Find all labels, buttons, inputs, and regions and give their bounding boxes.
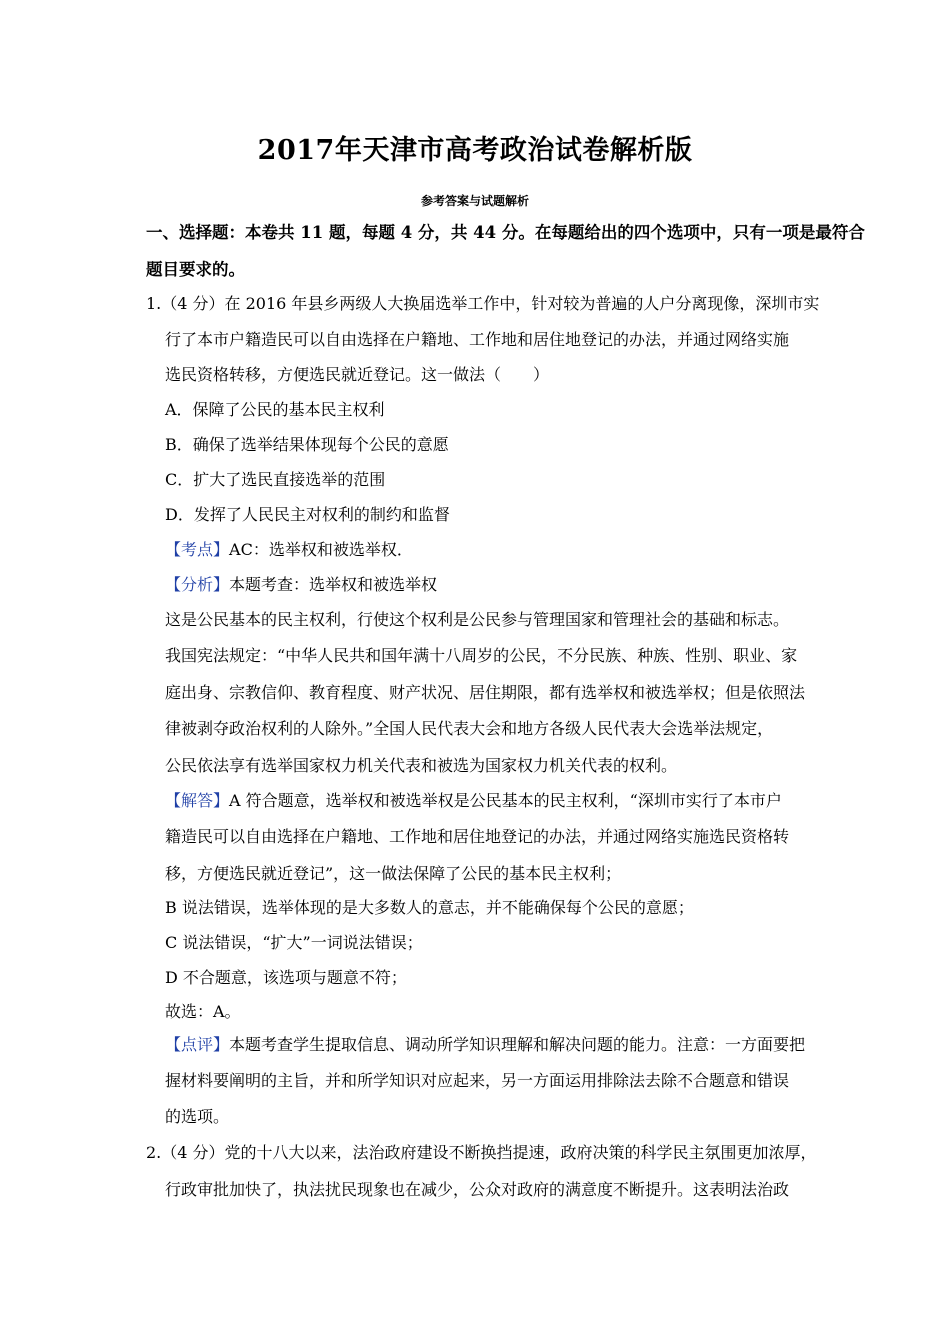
dianping-tag: 【点评】 [165, 1035, 230, 1054]
dianping-paragraph: 的选项。 [165, 1107, 230, 1126]
dianping-paragraph: 握材料要阐明的主旨，并和所学知识对应起来，另一方面运用排除法去除不合题意和错误 [165, 1071, 790, 1090]
question-1-stem: 1.（4 分）在 2016 年县乡两级人大换届选举工作中，针对较为普遍的人户分离现像，深圳市实 [146, 294, 820, 313]
jieda-paragraph: 籍造民可以自由选择在户籍地、工作地和居住地登记的办法，并通过网络实施选民资格转 [165, 827, 790, 846]
question-1-stem: 选民资格转移，方便选民就近登记。这一做法（ ） [165, 365, 550, 384]
jieda-paragraph: D 不合题意，该选项与题意不符； [165, 968, 407, 987]
page-subtitle: 参考答案与试题解析 [420, 194, 529, 208]
option-d: D．发挥了人民民主对权利的制约和监督 [165, 505, 450, 524]
jieda-paragraph: B 说法错误，选举体现的是大多数人的意志，并不能确保每个公民的意愿； [165, 898, 694, 917]
fenxi-paragraph: 我国宪法规定：“中华人民共和国年满十八周岁的公民，不分民族、种族、性别、职业、家 [165, 646, 798, 665]
jieda-line [165, 791, 782, 811]
question-1-stem: 行了本市户籍造民可以自由选择在户籍地、工作地和居住地登记的办法，并通过网络实施 [165, 330, 790, 349]
option-c: C．扩大了选民直接选举的范围 [165, 470, 386, 489]
fenxi-paragraph: 这是公民基本的民主权利，行使这个权利是公民参与管理国家和管理社会的基础和标志。 [165, 610, 790, 629]
jieda-paragraph: 移，方便选民就近登记”，这一做法保障了公民的基本民主权利； [165, 864, 622, 883]
option-b: B．确保了选举结果体现每个公民的意愿 [165, 435, 449, 454]
jieda-text: A 符合题意，选举权和被选举权是公民基本的民主权利，“深圳市实行了本市户 [229, 791, 782, 810]
jieda-paragraph: 故选：A。 [165, 1002, 241, 1021]
fenxi-paragraph: 庭出身、宗教信仰、教育程度、财产状况、居住期限，都有选举权和被选举权；但是依照法 [165, 683, 806, 702]
jieda-paragraph: C 说法错误，“扩大”一词说法错误； [165, 933, 423, 952]
fenxi-paragraph: 律被剥夺政治权利的人除外。”全国人民代表大会和地方各级人民代表大会选举法规定， [165, 719, 774, 738]
fenxi-line [165, 575, 437, 595]
kaodian-tag: 【考点】 [165, 540, 230, 559]
kaodian-text: AC：选举权和被选举权． [229, 540, 413, 559]
option-a: A．保障了公民的基本民主权利 [165, 400, 385, 419]
page-title: 2017年天津市高考政治试卷解析版 [257, 135, 693, 166]
fenxi-tag: 【分析】 [165, 575, 230, 594]
jieda-tag: 【解答】 [165, 791, 230, 810]
dianping-text: 本题考查学生提取信息、调动所学知识理解和解决问题的能力。注意：一方面要把 [229, 1035, 806, 1054]
question-2-stem: 2.（4 分）党的十八大以来，法治政府建设不断换挡提速，政府决策的科学民主氛围更加浓厚， [146, 1143, 817, 1162]
dianping-line [165, 1035, 805, 1055]
section-heading-line: 题目要求的。 [146, 260, 245, 279]
section-heading-line: 一、选择题：本卷共 11 题，每题 4 分，共 44 分。在每题给出的四个选项中，只有一项是最符合 [146, 223, 865, 242]
kaodian-line [165, 540, 413, 560]
fenxi-text: 本题考查：选举权和被选举权 [229, 575, 438, 594]
question-2-stem: 行政审批加快了，执法扰民现象也在减少，公众对政府的满意度不断提升。这表明法治政 [165, 1180, 790, 1199]
fenxi-paragraph: 公民依法享有选举国家权力机关代表和被选为国家权力机关代表的权利。 [165, 756, 678, 775]
